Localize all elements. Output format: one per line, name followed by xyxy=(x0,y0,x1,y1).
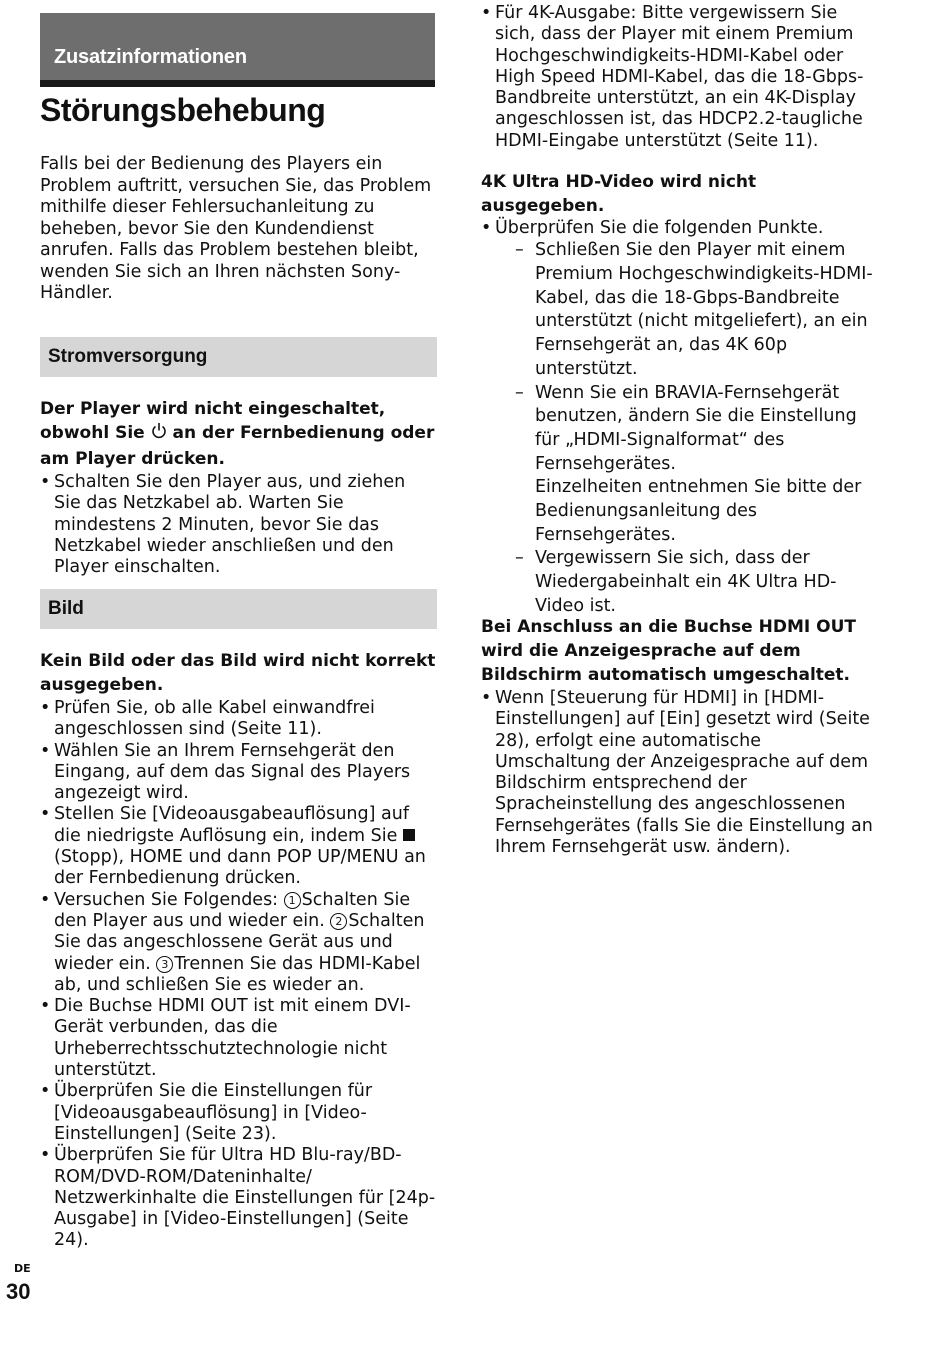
question-title: 4K Ultra HD-Video wird nicht ausgegeben. xyxy=(481,172,757,216)
step-number-icon: 1 xyxy=(284,892,301,909)
section-label: Zusatzinformationen xyxy=(54,46,247,68)
list-item: • Wenn [Steuerung für HDMI] in [HDMI-Einstellungen] auf [Ein] gesetzt wird (Seite 28), erfolgt eine automatische Umschaltung der Anzeigesprache auf dem Bildschirm entsprechend der Spracheinstellung des angeschlossenen Fernsehgerätes (falls Sie die Einstellung an Ihrem Fernsehgerät usw. ändern). xyxy=(481,688,881,858)
stop-icon xyxy=(403,829,415,841)
power-question-block xyxy=(40,397,437,578)
bullet-list xyxy=(40,698,437,1252)
section-banner xyxy=(40,13,435,87)
list-item: • Schalten Sie den Player aus, und ziehen Sie das Netzkabel ab. Warten Sie mindestens 2 Minuten, bevor Sie das Netzkabel wieder anschließen und den Player einschalten. xyxy=(40,472,437,578)
list-item: • Überprüfen Sie für Ultra HD Blu-ray/BD-ROM/DVD-ROM/Dateninhalte/ Netzwerkinhalte die Einstellungen für [24p-Ausgabe] in [Video-Einstellungen] (Seite 24). xyxy=(40,1145,437,1251)
list-item: – Wenn Sie ein BRAVIA-Fernsehgerät benutzen, ändern Sie die Einstellung für „HDMI-Signalformat“ des Fernsehgerätes. Einzelheiten entnehmen Sie bitte der Bedienungsanleitung des Fernsehgerätes. xyxy=(481,382,881,548)
subsection-header-picture xyxy=(40,589,437,629)
list-item: – Schließen Sie den Player mit einem Premium Hochgeschwindigkeits-HDMI-Kabel, das die 18-Gbps-Bandbreite unterstützt (nicht mitgeliefert), an ein Fernsehgerät an, das 4K 60p unterstützt. xyxy=(481,239,881,381)
list-item: • Stellen Sie [Videoausgabeauflösung] auf die niedrigste Auflösung ein, indem Sie (Stopp), HOME und dann POP UP/MENU an der Fernbedienung drücken. xyxy=(40,804,437,889)
list-item: • Prüfen Sie, ob alle Kabel einwandfrei angeschlossen sind (Seite 11). xyxy=(40,698,437,741)
bullet-list xyxy=(481,218,881,239)
subsection-header-power xyxy=(40,337,437,377)
picture-question-block xyxy=(40,649,437,1252)
list-item: • Wählen Sie an Ihrem Fernsehgerät den Eingang, auf dem das Signal des Players angezeigt wird. xyxy=(40,741,437,805)
bullet-list xyxy=(481,688,881,858)
question-title: Bei Anschluss an die Buchse HDMI OUT wird die Anzeigesprache auf dem Bildschirm automatisch umgeschaltet. xyxy=(481,617,856,685)
list-item: – Vergewissern Sie sich, dass der Wiedergabeinhalt ein 4K Ultra HD-Video ist. xyxy=(481,547,881,618)
page-number: 30 xyxy=(6,1279,31,1304)
step-number-icon: 2 xyxy=(330,913,347,930)
page-title: Störungsbehebung xyxy=(40,92,326,128)
list-item: • Überprüfen Sie die Einstellungen für [Videoausgabeauflösung] in [Video-Einstellungen] (Seite 23). xyxy=(40,1081,437,1145)
power-icon xyxy=(151,422,167,447)
language-question-block xyxy=(481,615,881,858)
intro-paragraph: Falls bei der Bedienung des Players ein Problem auftritt, versuchen Sie, das Problem mithilfe dieser Fehlersuchanleitung zu beheben, bevor Sie den Kundendienst anrufen. Falls das Problem bestehen bleibt, wenden Sie sich an Ihren nächsten Sony-Händler. xyxy=(40,154,432,303)
picture-4k-continuation xyxy=(481,3,881,152)
dash-list xyxy=(481,239,881,618)
4k-question-block xyxy=(481,170,881,619)
list-item: • Überprüfen Sie die folgenden Punkte. xyxy=(481,218,881,239)
subsection-title: Stromversorgung xyxy=(48,346,208,367)
bullet-list xyxy=(40,472,437,578)
language-code: DE xyxy=(14,1262,31,1275)
list-item: • Versuchen Sie Folgendes: 1 Schalten Sie den Player aus und wieder ein. 2 Schalten Sie das angeschlossene Gerät aus und wieder ein. 3 Trennen Sie das HDMI-Kabel ab, und schließen Sie es wieder an. xyxy=(40,890,437,996)
list-item: • Die Buchse HDMI OUT ist mit einem DVI-Gerät verbunden, das die Urheberrechtsschutztechnologie nicht unterstützt. xyxy=(40,996,437,1081)
subsection-title: Bild xyxy=(48,598,84,619)
question-title: Kein Bild oder das Bild wird nicht korrekt ausgegeben. xyxy=(40,651,436,695)
step-number-icon: 3 xyxy=(156,956,173,973)
list-item: • Für 4K-Ausgabe: Bitte vergewissern Sie sich, dass der Player mit einem Premium Hochgeschwindigkeits-HDMI-Kabel oder High Speed HDMI-Kabel, das die 18-Gbps-Bandbreite unterstützt, an ein 4K-Display angeschlossen ist, das HDCP2.2-taugliche HDMI-Eingabe unterstützt (Seite 11). xyxy=(481,3,881,152)
question-title: Der Player wird nicht eingeschaltet, obwohl Sie an der Fernbedienung oder am Player drücken. xyxy=(40,399,435,469)
bullet-list xyxy=(481,3,881,152)
